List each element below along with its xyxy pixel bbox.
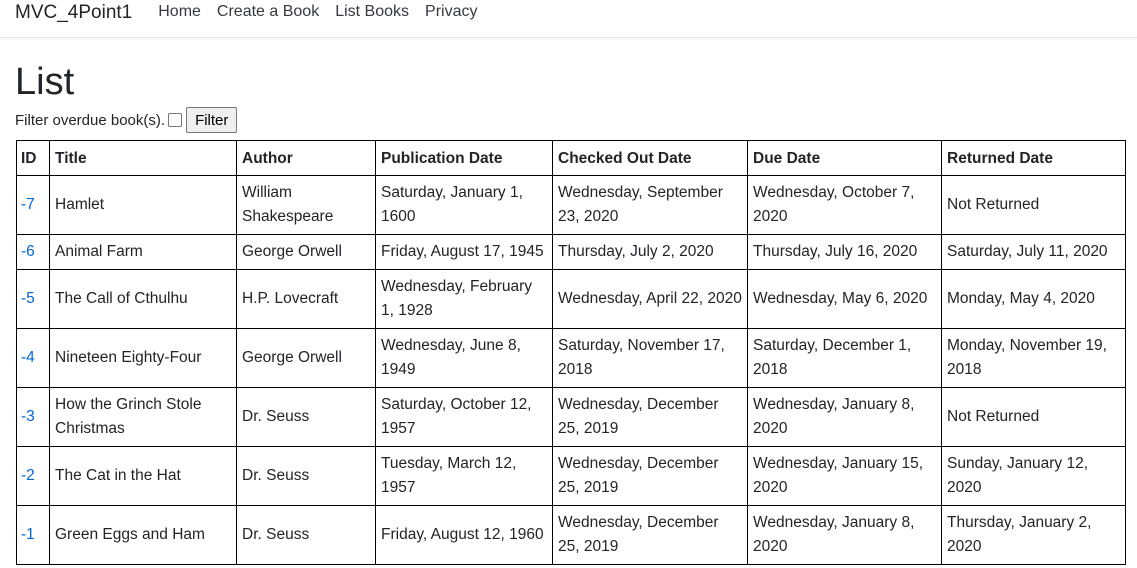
header-title: Title xyxy=(50,141,237,176)
page-title: List xyxy=(15,61,75,103)
cell-publication-date: Saturday, January 1, 1600 xyxy=(376,176,553,235)
cell-checked-out-date: Wednesday, September 23, 2020 xyxy=(553,176,748,235)
brand-link[interactable]: MVC_4Point1 xyxy=(15,2,133,23)
table-row xyxy=(17,506,1126,565)
cell-author: George Orwell xyxy=(237,235,376,270)
table-header-row xyxy=(17,141,1126,176)
cell-checked-out-date: Thursday, July 2, 2020 xyxy=(553,235,748,270)
cell-checked-out-date: Wednesday, April 22, 2020 xyxy=(553,270,748,329)
cell-author: Dr. Seuss xyxy=(237,447,376,506)
cell-due-date: Wednesday, January 8, 2020 xyxy=(748,388,942,447)
cell-title: Nineteen Eighty-Four xyxy=(50,329,237,388)
cell-due-date: Thursday, July 16, 2020 xyxy=(748,235,942,270)
cell-title: The Cat in the Hat xyxy=(50,447,237,506)
cell-returned-date: Thursday, January 2, 2020 xyxy=(942,506,1126,565)
header-author: Author xyxy=(237,141,376,176)
cell-publication-date: Wednesday, February 1, 1928 xyxy=(376,270,553,329)
cell-checked-out-date: Wednesday, December 25, 2019 xyxy=(553,388,748,447)
cell-title: Hamlet xyxy=(50,176,237,235)
book-id-link[interactable]: -6 xyxy=(21,243,35,260)
filter-form xyxy=(15,106,1137,134)
nav-create-book[interactable]: Create a Book xyxy=(216,3,320,20)
nav-list-books[interactable]: List Books xyxy=(335,3,410,20)
overdue-checkbox[interactable] xyxy=(168,113,182,127)
cell-publication-date: Tuesday, March 12, 1957 xyxy=(376,447,553,506)
cell-author: Dr. Seuss xyxy=(237,388,376,447)
cell-returned-date: Not Returned xyxy=(942,388,1126,447)
nav-home[interactable]: Home xyxy=(158,3,201,20)
cell-returned-date: Saturday, July 11, 2020 xyxy=(942,235,1126,270)
cell-title: The Call of Cthulhu xyxy=(50,270,237,329)
cell-title: How the Grinch Stole Christmas xyxy=(50,388,237,447)
cell-publication-date: Friday, August 12, 1960 xyxy=(376,506,553,565)
cell-due-date: Wednesday, October 7, 2020 xyxy=(748,176,942,235)
cell-returned-date: Not Returned xyxy=(942,176,1126,235)
book-id-link[interactable]: -7 xyxy=(21,196,35,213)
cell-due-date: Wednesday, May 6, 2020 xyxy=(748,270,942,329)
cell-title: Animal Farm xyxy=(50,235,237,270)
cell-publication-date: Saturday, October 12, 1957 xyxy=(376,388,553,447)
cell-returned-date: Monday, November 19, 2018 xyxy=(942,329,1126,388)
book-id-link[interactable]: -3 xyxy=(21,408,35,425)
table-row xyxy=(17,329,1126,388)
cell-author: George Orwell xyxy=(237,329,376,388)
table-row xyxy=(17,270,1126,329)
book-id-link[interactable]: -4 xyxy=(21,349,35,366)
header-checked-out-date: Checked Out Date xyxy=(553,141,748,176)
nav-links xyxy=(158,3,493,21)
cell-returned-date: Monday, May 4, 2020 xyxy=(942,270,1126,329)
nav-privacy[interactable]: Privacy xyxy=(425,3,478,20)
cell-checked-out-date: Saturday, November 17, 2018 xyxy=(553,329,748,388)
cell-title: Green Eggs and Ham xyxy=(50,506,237,565)
cell-checked-out-date: Wednesday, December 25, 2019 xyxy=(553,506,748,565)
filter-button[interactable]: Filter xyxy=(186,107,237,133)
cell-checked-out-date: Wednesday, December 25, 2019 xyxy=(553,447,748,506)
table-row xyxy=(17,235,1126,270)
top-navbar xyxy=(0,0,1137,38)
book-id-link[interactable]: -1 xyxy=(21,526,35,543)
main-content xyxy=(0,60,1137,565)
header-due-date: Due Date xyxy=(748,141,942,176)
cell-returned-date: Sunday, January 12, 2020 xyxy=(942,447,1126,506)
cell-publication-date: Friday, August 17, 1945 xyxy=(376,235,553,270)
book-id-link[interactable]: -2 xyxy=(21,467,35,484)
table-row xyxy=(17,176,1126,235)
cell-author: H.P. Lovecraft xyxy=(237,270,376,329)
header-publication-date: Publication Date xyxy=(376,141,553,176)
cell-publication-date: Wednesday, June 8, 1949 xyxy=(376,329,553,388)
header-returned-date: Returned Date xyxy=(942,141,1126,176)
cell-author: Dr. Seuss xyxy=(237,506,376,565)
header-id: ID xyxy=(17,141,50,176)
table-row xyxy=(17,447,1126,506)
cell-due-date: Wednesday, January 8, 2020 xyxy=(748,506,942,565)
cell-due-date: Saturday, December 1, 2018 xyxy=(748,329,942,388)
cell-author: William Shakespeare xyxy=(237,176,376,235)
filter-label: Filter overdue book(s). xyxy=(15,111,166,129)
cell-due-date: Wednesday, January 15, 2020 xyxy=(748,447,942,506)
table-row xyxy=(17,388,1126,447)
book-id-link[interactable]: -5 xyxy=(21,290,35,307)
books-table xyxy=(16,140,1126,565)
